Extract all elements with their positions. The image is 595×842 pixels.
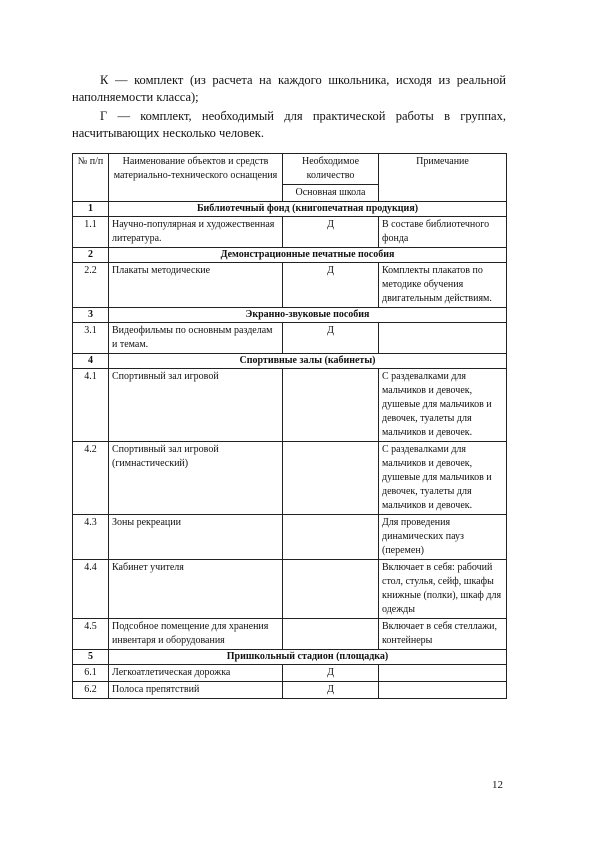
row-name: Плакаты методические: [109, 263, 283, 308]
row-note: Комплекты плакатов по методике обучения двигательным действиям.: [379, 263, 507, 308]
row-note: С раздевалками для мальчиков и девочек, душевые для мальчиков и девочек, туалеты для мальчиков и девочек.: [379, 442, 507, 515]
section-title: Пришкольный стадион (площадка): [109, 650, 507, 665]
table-row: [73, 515, 507, 560]
header-name: Наименование объектов и средств материально-технического оснащения: [109, 154, 283, 202]
table-row: [73, 217, 507, 248]
table-row: [73, 619, 507, 650]
row-number: 3.1: [73, 323, 109, 354]
section-number: 5: [73, 650, 109, 665]
section-row: [73, 308, 507, 323]
table-row: [73, 560, 507, 619]
header-num: № п/п: [73, 154, 109, 202]
row-name: Легкоатлетическая дорожка: [109, 665, 283, 682]
row-name: Зоны рекреации: [109, 515, 283, 560]
row-quantity: [283, 619, 379, 650]
equipment-table: [72, 153, 507, 699]
row-note: Включает в себя: рабочий стол, стулья, сейф, шкафы книжные (полки), шкаф для одежды: [379, 560, 507, 619]
row-note: [379, 323, 507, 354]
row-name: Научно-популярная и художественная литература.: [109, 217, 283, 248]
table-row: [73, 323, 507, 354]
row-number: 4.1: [73, 369, 109, 442]
row-name: Видеофильмы по основным разделам и темам.: [109, 323, 283, 354]
page-number: 12: [492, 779, 503, 791]
section-title: Демонстрационные печатные пособия: [109, 248, 507, 263]
legend-k-line: К — комплект (из расчета на каждого школьника, исходя из реальной наполняемости класса);: [72, 73, 506, 104]
row-number: 1.1: [73, 217, 109, 248]
row-name: Подсобное помещение для хранения инвентаря и оборудования: [109, 619, 283, 650]
row-note: [379, 682, 507, 699]
header-school: Основная школа: [283, 185, 379, 202]
row-quantity: Д: [283, 682, 379, 699]
section-row: [73, 650, 507, 665]
table-row: [73, 442, 507, 515]
row-name: Полоса препятствий: [109, 682, 283, 699]
section-number: 4: [73, 354, 109, 369]
row-quantity: Д: [283, 323, 379, 354]
row-quantity: [283, 442, 379, 515]
legend-g-line: Г — комплект, необходимый для практической работы в группах, насчитывающих несколько человек.: [72, 109, 506, 140]
row-number: 6.1: [73, 665, 109, 682]
row-quantity: Д: [283, 217, 379, 248]
section-number: 3: [73, 308, 109, 323]
section-row: [73, 248, 507, 263]
section-row: [73, 202, 507, 217]
row-number: 4.4: [73, 560, 109, 619]
row-name: Спортивный зал игровой (гимнастический): [109, 442, 283, 515]
row-note: [379, 665, 507, 682]
row-quantity: [283, 369, 379, 442]
row-number: 2.2: [73, 263, 109, 308]
table-row: [73, 263, 507, 308]
section-title: Библиотечный фонд (книгопечатная продукция): [109, 202, 507, 217]
row-name: Кабинет учителя: [109, 560, 283, 619]
header-qty: Необходимое количество: [283, 154, 379, 185]
section-title: Спортивные залы (кабинеты): [109, 354, 507, 369]
section-number: 2: [73, 248, 109, 263]
row-quantity: [283, 515, 379, 560]
row-quantity: Д: [283, 665, 379, 682]
row-number: 4.5: [73, 619, 109, 650]
table-row: [73, 682, 507, 699]
row-note: Для проведения динамических пауз (перемен): [379, 515, 507, 560]
section-title: Экранно-звуковые пособия: [109, 308, 507, 323]
row-number: 4.2: [73, 442, 109, 515]
header-note: Примечание: [379, 154, 507, 202]
row-quantity: [283, 560, 379, 619]
row-name: Спортивный зал игровой: [109, 369, 283, 442]
row-number: 6.2: [73, 682, 109, 699]
row-number: 4.3: [73, 515, 109, 560]
row-quantity: Д: [283, 263, 379, 308]
table-header-row: [73, 154, 507, 185]
row-note: В составе библиотечного фонда: [379, 217, 507, 248]
section-number: 1: [73, 202, 109, 217]
table-row: [73, 665, 507, 682]
row-note: С раздевалками для мальчиков и девочек, душевые для мальчиков и девочек, туалеты для мальчиков и девочек.: [379, 369, 507, 442]
table-row: [73, 369, 507, 442]
section-row: [73, 354, 507, 369]
row-note: Включает в себя стеллажи, контейнеры: [379, 619, 507, 650]
